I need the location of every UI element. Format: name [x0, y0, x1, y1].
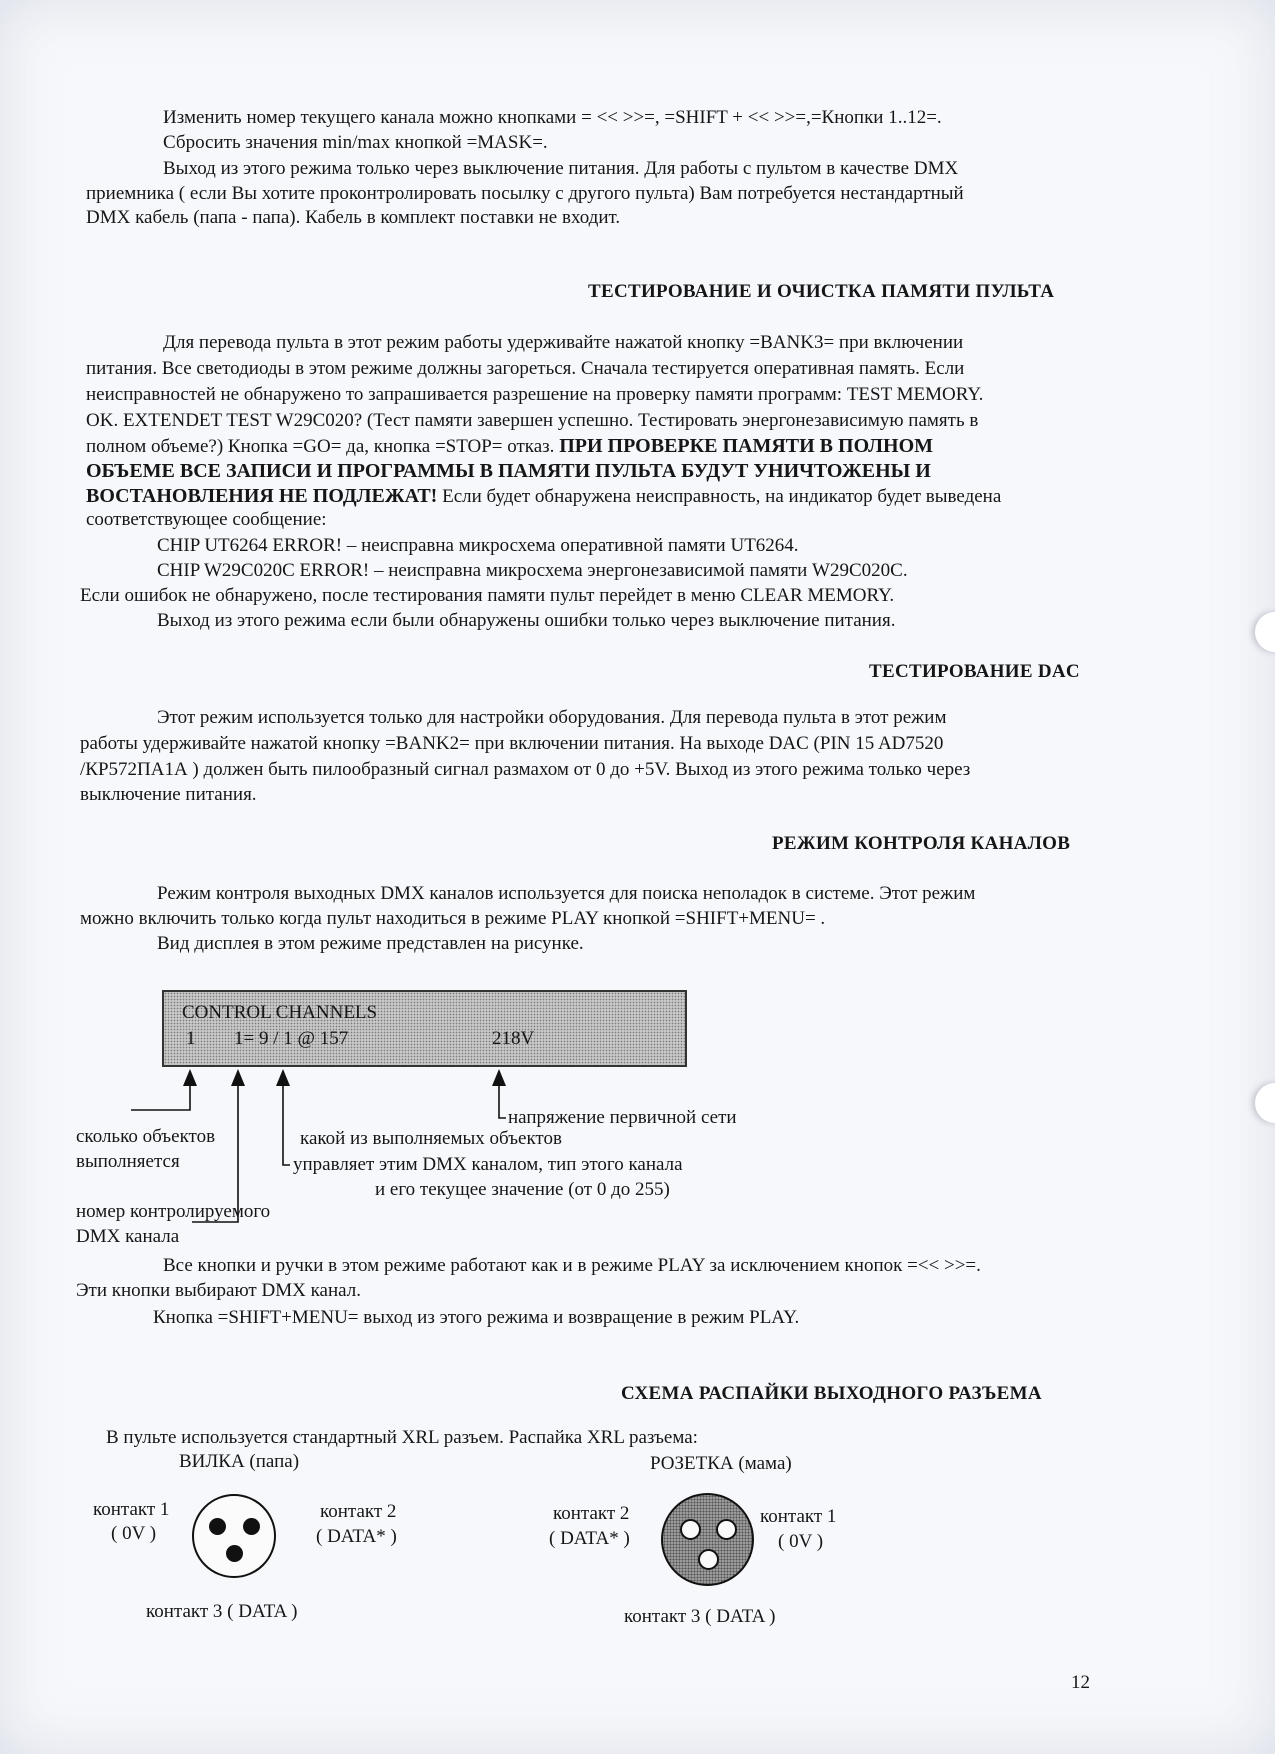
female-contact-1-value: ( 0V ) [778, 1531, 824, 1552]
female-pin-1 [716, 1519, 737, 1540]
lcd-display [162, 990, 687, 1067]
arrow-voltage-head [492, 1069, 506, 1086]
label-number-2: DMX канала [76, 1226, 180, 1247]
memory-test-line-5 [86, 434, 933, 459]
memory-test-line-3: неисправностей не обнаружено то запрашивается разрешение на проверку памяти программ: TEST MEMORY. [86, 384, 984, 405]
memory-test-line-2: питания. Все светодиоды в этом режиме должны загореться. Сначала тестируется оперативная память. Если [86, 358, 965, 379]
punch-hole-bottom [1255, 1083, 1275, 1123]
control-line-3: Вид дисплея в этом режиме представлен на рисунке. [157, 933, 584, 954]
label-which-2: управляет этим DMX каналом, тип этого канала [293, 1154, 683, 1175]
control-line-6: Кнопка =SHIFT+MENU= выход из этого режима и возвращение в режим PLAY. [153, 1307, 800, 1328]
error-message-ut6264: CHIP UT6264 ERROR! – неисправна микросхема оперативной памяти UT6264. [157, 535, 799, 556]
control-line-5: Эти кнопки выбирают DMX канал. [76, 1280, 361, 1301]
male-contact-2-value: ( DATA* ) [316, 1526, 397, 1547]
lcd-object-count: 1 [186, 1028, 196, 1049]
female-xlr-connector [661, 1493, 754, 1586]
female-connector-title: РОЗЕТКА (мама) [650, 1453, 792, 1474]
page-number: 12 [1071, 1672, 1090, 1693]
dac-line-4: выключение питания. [80, 784, 257, 805]
control-line-2: можно включить только когда пульт находиться в режиме PLAY кнопкой =SHIFT+MENU= . [80, 908, 826, 929]
male-contact-1-value: ( 0V ) [111, 1523, 157, 1544]
error-message-w29c020c: CHIP W29C020C ERROR! – неисправна микросхема энергонезависимой памяти W29C020C. [157, 560, 908, 581]
memory-test-line-7-text: Если будет обнаружена неисправность, на индикатор будет выведена [437, 486, 1002, 507]
intro-line-3: Выход из этого режима только через выключение питания. Для работы с пультом в качестве DMX [163, 158, 959, 179]
pinout-intro: В пульте используется стандартный XRL разъем. Распайка XRL разъема: [106, 1427, 698, 1448]
dac-line-1: Этот режим используется только для настройки оборудования. Для перевода пульта в этот режим [157, 707, 947, 728]
memory-test-heading: ТЕСТИРОВАНИЕ И ОЧИСТКА ПАМЯТИ ПУЛЬТА [588, 281, 1055, 302]
label-number-1: номер контролируемого [76, 1201, 271, 1222]
arrow-channel-number-head [231, 1069, 245, 1086]
lcd-channel-info: 1= 9 / 1 @ 157 [234, 1028, 349, 1049]
male-xlr-connector [192, 1494, 276, 1578]
control-heading: РЕЖИМ КОНТРОЛЯ КАНАЛОВ [772, 833, 1071, 854]
arrow-object-count-head [183, 1069, 197, 1086]
memory-test-warning-end: ВОСТАНОВЛЕНИЯ НЕ ПОДЛЕЖАТ! [86, 485, 438, 507]
female-pin-3 [698, 1549, 719, 1570]
control-line-4: Все кнопки и ручки в этом режиме работают как и в режиме PLAY за исключением кнопок =<< >>=. [163, 1255, 981, 1276]
male-pin-2 [243, 1518, 260, 1535]
male-pin-3 [226, 1545, 243, 1562]
dac-line-3: /КР572ПА1А ) должен быть пилообразный сигнал размахом от 0 до +5V. Выход из этого режима только через [80, 759, 971, 780]
label-which-3: и его текущее значение (от 0 до 255) [375, 1179, 670, 1200]
female-contact-1-label: контакт 1 [760, 1506, 837, 1527]
label-objects-1: сколько объектов [76, 1126, 216, 1147]
memory-test-warning-line: ОБЪЕМЕ ВСЕ ЗАПИСИ И ПРОГРАММЫ В ПАМЯТИ ПУЛЬТА БУДУТ УНИЧТОЖЕНЫ И [86, 460, 931, 482]
lcd-voltage: 218V [492, 1028, 535, 1049]
intro-line-1: Изменить номер текущего канала можно кнопками = << >>=, =SHIFT + << >>=,=Кнопки 1..12=. [163, 107, 942, 128]
arrow-which-object-line [283, 1084, 290, 1165]
memory-test-line-10: Выход из этого режима если были обнаружены ошибки только через выключение питания. [157, 610, 896, 631]
male-connector-title: ВИЛКА (папа) [179, 1451, 300, 1472]
female-pin-2 [680, 1519, 701, 1540]
dac-heading: ТЕСТИРОВАНИЕ DAC [869, 661, 1080, 682]
arrow-which-object-head [276, 1069, 290, 1086]
memory-test-warning-start: ПРИ ПРОВЕРКЕ ПАМЯТИ В ПОЛНОМ [559, 435, 934, 457]
label-which-1: какой из выполняемых объектов [300, 1128, 562, 1149]
lcd-row-1: CONTROL CHANNELS [182, 1002, 378, 1023]
punch-hole-top [1255, 612, 1275, 652]
arrow-voltage-line [499, 1084, 506, 1118]
male-pin-1 [209, 1518, 226, 1535]
control-line-1: Режим контроля выходных DMX каналов используется для поиска неполадок в системе. Этот режим [157, 883, 976, 904]
memory-test-line-1: Для перевода пульта в этот режим работы удерживайте нажатой кнопку =BANK3= при включении [163, 332, 964, 353]
female-contact-2-value: ( DATA* ) [549, 1528, 630, 1549]
pinout-heading: СХЕМА РАСПАЙКИ ВЫХОДНОГО РАЗЪЕМА [621, 1383, 1042, 1404]
male-contact-2-label: контакт 2 [320, 1501, 397, 1522]
dac-line-2: работы удерживайте нажатой кнопку =BANK2= при включении питания. На выходе DAC (PIN 15 AD7520 [80, 733, 944, 754]
memory-test-line-5-text: полном объеме?) Кнопка =GO= да, кнопка =STOP= отказ. [86, 436, 560, 457]
memory-test-line-9: Если ошибок не обнаружено, после тестирования памяти пульт перейдет в меню CLEAR MEMORY. [80, 585, 895, 606]
label-objects-2: выполняется [76, 1151, 180, 1172]
intro-line-5: DMX кабель (папа - папа). Кабель в комплект поставки не входит. [86, 207, 621, 228]
intro-line-2: Сбросить значения min/max кнопкой =MASK=. [163, 132, 548, 153]
memory-test-line-7 [86, 484, 1001, 509]
arrow-object-count-line [131, 1084, 190, 1110]
intro-line-4: приемника ( если Вы хотите проконтролировать посылку с другого пульта) Вам потребуется нестандартный [86, 183, 964, 204]
female-contact-3-label: контакт 3 ( DATA ) [624, 1606, 776, 1627]
label-voltage: напряжение первичной сети [508, 1107, 737, 1128]
memory-test-line-8: соответствующее сообщение: [86, 509, 327, 530]
male-contact-3-label: контакт 3 ( DATA ) [146, 1601, 298, 1622]
female-contact-2-label: контакт 2 [553, 1503, 630, 1524]
male-contact-1-label: контакт 1 [93, 1499, 170, 1520]
memory-test-line-4: OK. EXTENDET TEST W29C020? (Тест памяти завершен успешно. Тестировать энергонезависимую память в [86, 410, 979, 431]
